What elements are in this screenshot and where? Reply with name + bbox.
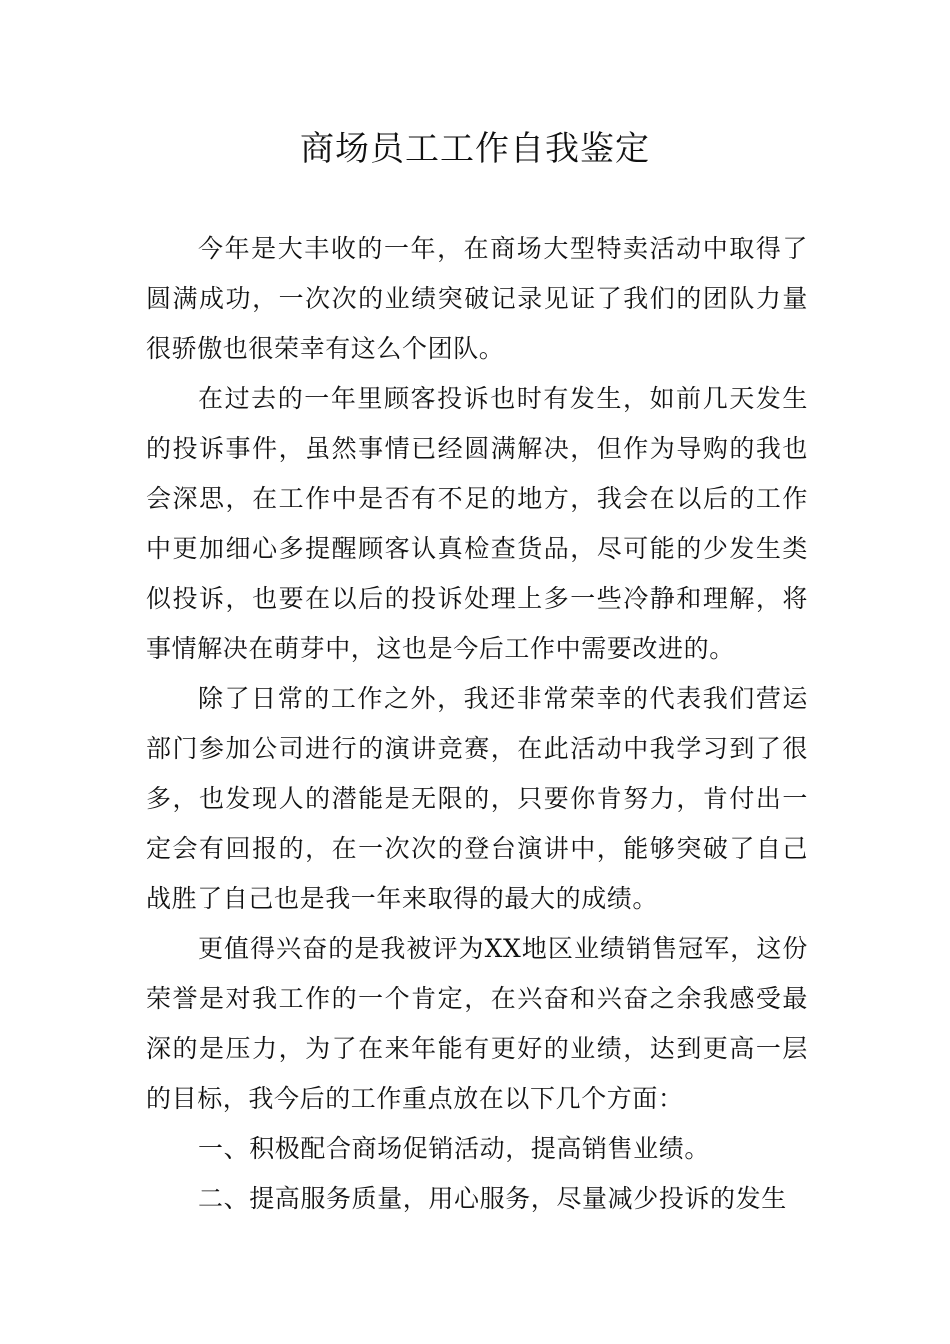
paragraph-6: 二、提高服务质量，用心服务，尽量减少投诉的发生 bbox=[198, 1184, 787, 1213]
paragraph-4: 更值得兴奋的是我被评为XX地区业绩销售冠军，这份荣誉是对我工作的一个肯定，在兴奋和兴奋之余我感受最深的是压力，为了在来年能有更好的业绩，达到更高一层的目标，我今后的工作重点放在以下几个方面： bbox=[146, 934, 808, 1113]
paragraph-2: 在过去的一年里顾客投诉也时有发生，如前几天发生的投诉事件，虽然事情已经圆满解决，但作为导购的我也会深思，在工作中是否有不足的地方，我会在以后的工作中更加细心多提醒顾客认真检查货品，尽可能的少发生类似投诉，也要在以后的投诉处理上多一些冷静和理解，将事情解决在萌芽中，这也是今后工作中需要改进的。 bbox=[146, 384, 808, 663]
paragraph-3: 除了日常的工作之外，我还非常荣幸的代表我们营运部门参加公司进行的演讲竞赛，在此活动中我学习到了很多，也发现人的潜能是无限的，只要你肯努力，肯付出一定会有回报的，在一次次的登台演讲中，能够突破了自己战胜了自己也是我一年来取得的最大的成绩。 bbox=[146, 684, 808, 913]
paragraph-5: 一、积极配合商场促销活动，提高销售业绩。 bbox=[198, 1134, 711, 1163]
document-title: 商场员工工作自我鉴定 bbox=[300, 129, 650, 169]
paragraph-1: 今年是大丰收的一年，在商场大型特卖活动中取得了圆满成功，一次次的业绩突破记录见证了我们的团队力量很骄傲也很荣幸有这么个团队。 bbox=[146, 234, 808, 363]
document-body bbox=[146, 224, 808, 1224]
